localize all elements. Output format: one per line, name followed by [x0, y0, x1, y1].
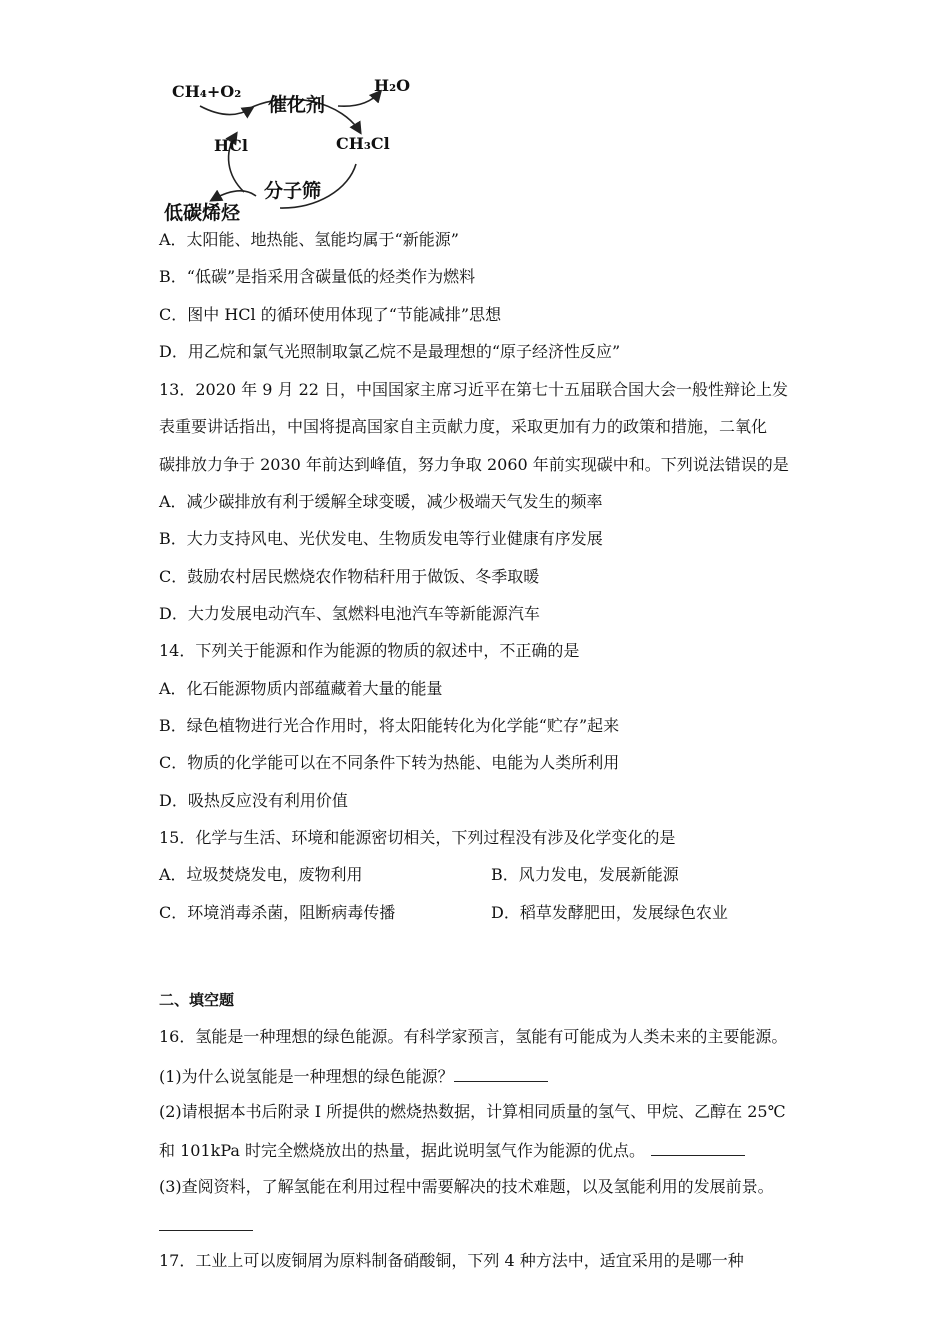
q16-part-2-line-2	[159, 1139, 745, 1161]
q16-part-3: (3)查阅资料，了解氢能在利用过程中需要解决的技术难题，以及氢能利用的发展前景。	[159, 1177, 774, 1196]
q12-option-b: B．“低碳”是指采用含碳量低的烃类作为燃料	[159, 267, 476, 286]
q12-option-a: A．太阳能、地热能、氢能均属于“新能源”	[159, 230, 459, 249]
q14-option-b: B．绿色植物进行光合作用时，将太阳能转化为化学能“贮存”起来	[159, 716, 620, 735]
label-ch4-o2: CH₄+O₂	[172, 82, 242, 101]
q13-option-b: B．大力支持风电、光伏发电、生物质发电等行业健康有序发展	[159, 529, 603, 548]
q14-stem: 14．下列关于能源和作为能源的物质的叙述中，不正确的是	[159, 641, 580, 660]
q16-part-1-text: (1)为什么说氢能是一种理想的绿色能源？	[159, 1067, 454, 1086]
q12-option-c: C．图中 HCl 的循环使用体现了“节能减排”思想	[159, 305, 502, 324]
q14-option-a: A．化石能源物质内部蕴藏着大量的能量	[159, 679, 443, 698]
q13-option-a: A．减少碳排放有利于缓解全球变暖，减少极端天气发生的频率	[159, 492, 603, 511]
reaction-cycle-diagram	[160, 72, 430, 222]
label-low-carbon-olefin: 低碳烯烃	[164, 202, 241, 224]
q13-stem-line-2: 表重要讲话指出，中国将提高国家自主贡献力度，采取更加有力的政策和措施，二氧化	[159, 417, 768, 436]
q16-part-1	[159, 1065, 548, 1087]
q13-option-c: C．鼓励农村居民燃烧农作物秸秆用于做饭、冬季取暖	[159, 567, 540, 586]
label-molecular-sieve: 分子筛	[264, 180, 322, 202]
q16-part-2-line-1: (2)请根据本书后附录 I 所提供的燃烧热数据，计算相同质量的氢气、甲烷、乙醇在 25℃	[159, 1102, 786, 1121]
q16-stem: 16．氢能是一种理想的绿色能源。有科学家预言，氢能有可能成为人类未来的主要能源。	[159, 1027, 788, 1046]
q15-option-d: D．稻草发酵肥田，发展绿色农业	[491, 903, 728, 922]
section-heading: 二、填空题	[159, 991, 235, 1009]
q13-stem-line-1: 13．2020 年 9 月 22 日，中国国家主席习近平在第七十五届联合国大会一般性辩论上发	[159, 380, 789, 399]
q12-option-d: D．用乙烷和氯气光照制取氯乙烷不是最理想的“原子经济性反应”	[159, 342, 621, 361]
q15-option-b: B．风力发电，发展新能源	[491, 865, 679, 884]
q15-option-a: A．垃圾焚烧发电，废物利用	[159, 865, 363, 884]
q14-option-c: C．物质的化学能可以在不同条件下转为热能、电能为人类所利用	[159, 753, 620, 772]
q16-part-2-answer-blank[interactable]	[651, 1139, 745, 1156]
label-catalyst: 催化剂	[268, 94, 326, 116]
q16-part-1-answer-blank[interactable]	[454, 1065, 548, 1082]
q13-stem-line-3: 碳排放力争于 2030 年前达到峰值，努力争取 2060 年前实现碳中和。下列说法错误的是	[159, 455, 789, 474]
q16-part-3-answer-line	[159, 1214, 253, 1236]
q16-part-2-text: 和 101kPa 时完全燃烧放出的热量，据此说明氢气作为能源的优点。	[159, 1141, 645, 1160]
q15-option-c: C．环境消毒杀菌，阻断病毒传播	[159, 903, 396, 922]
label-hcl: HCl	[214, 136, 248, 155]
q15-stem: 15．化学与生活、环境和能源密切相关，下列过程没有涉及化学变化的是	[159, 828, 676, 847]
q14-option-d: D．吸热反应没有利用价值	[159, 791, 348, 810]
label-ch3cl: CH₃Cl	[336, 134, 390, 153]
q16-part-3-answer-blank[interactable]	[159, 1214, 253, 1231]
q13-option-d: D．大力发展电动汽车、氢燃料电池汽车等新能源汽车	[159, 604, 540, 623]
q17-stem: 17．工业上可以废铜屑为原料制备硝酸铜，下列 4 种方法中，适宜采用的是哪一种	[159, 1251, 744, 1270]
label-h2o: H₂O	[374, 76, 411, 95]
